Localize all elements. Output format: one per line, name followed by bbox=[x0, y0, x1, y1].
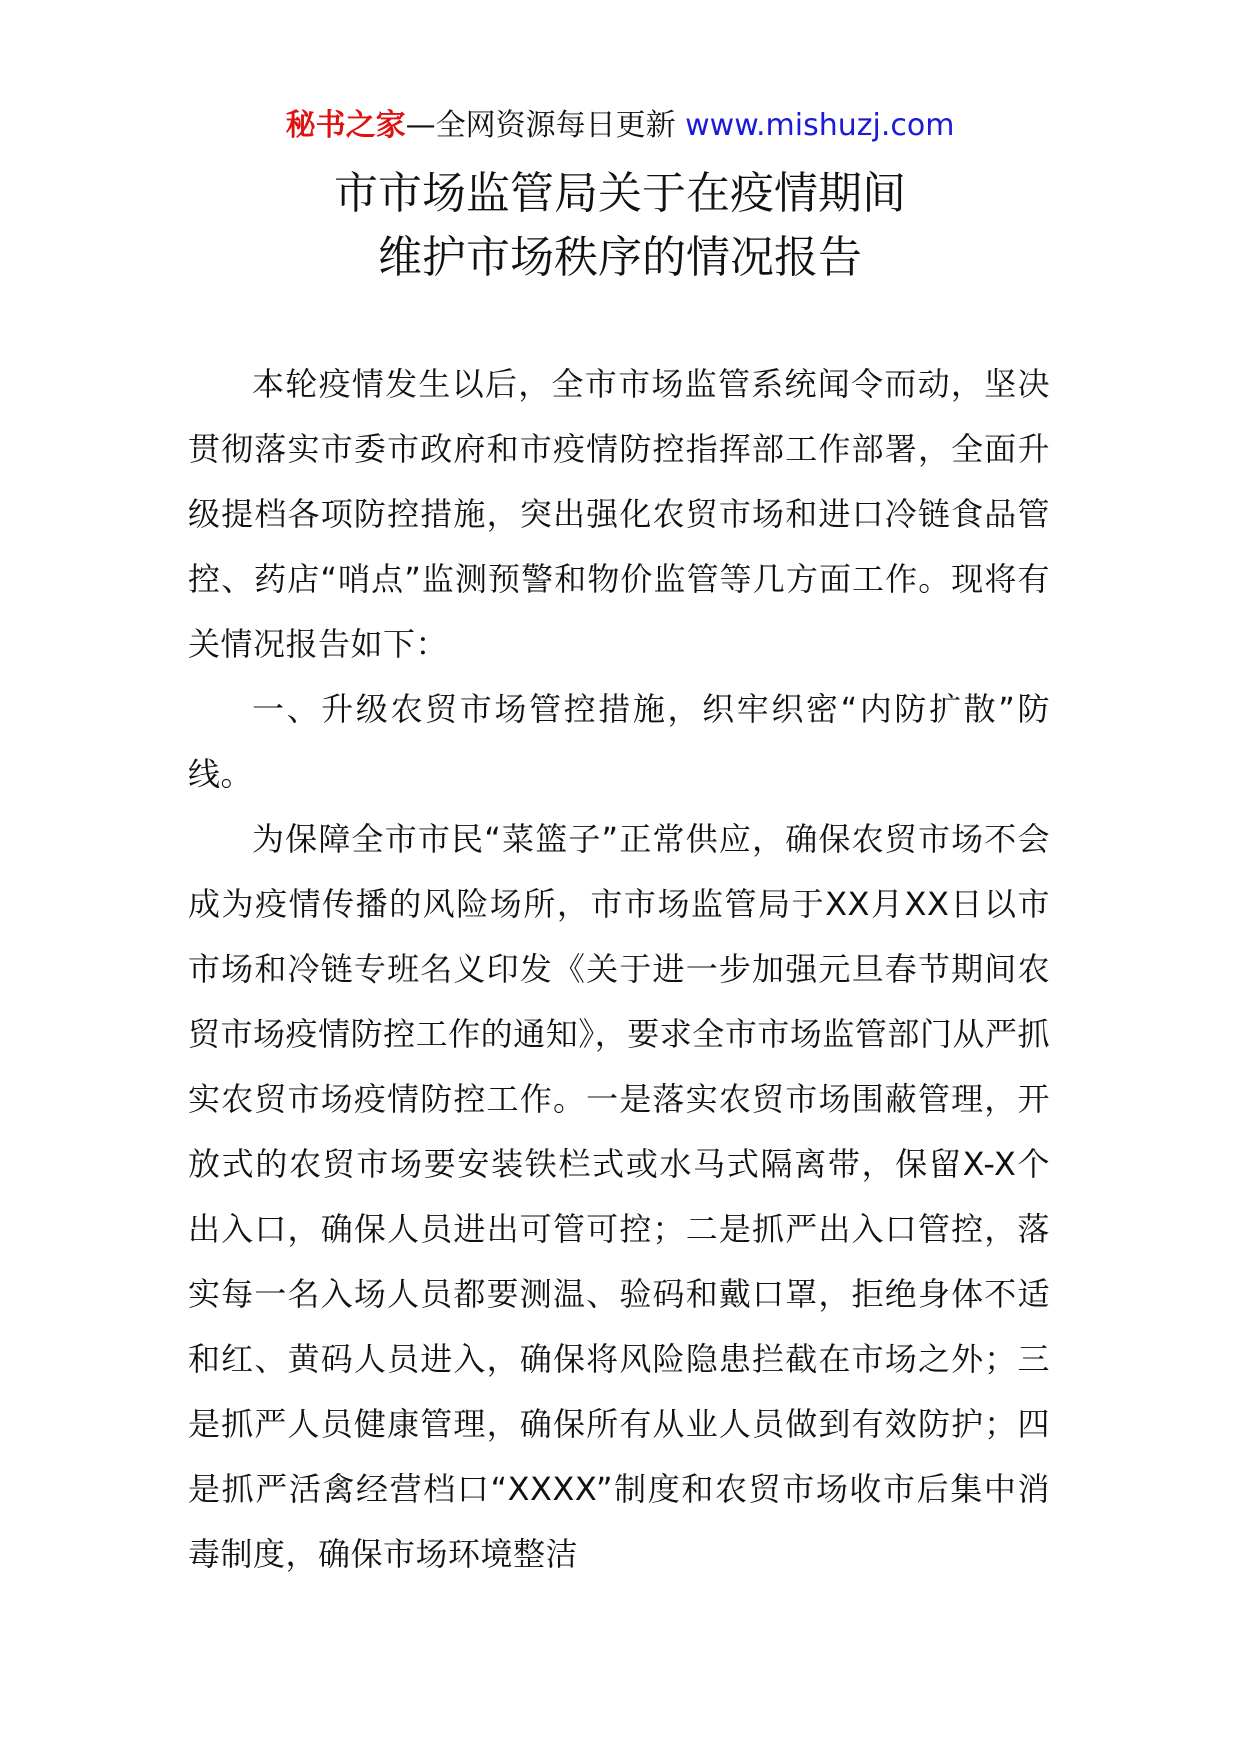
header-slogan: —全网资源每日更新 bbox=[405, 108, 686, 143]
title-line-1: 市市场监管局关于在疫情期间 bbox=[334, 168, 906, 219]
website-link[interactable]: www.mishuzj.com bbox=[685, 108, 955, 143]
section-heading-1: 一、升级农贸市场管控措施，织牢织密“内防扩散”防线。 bbox=[188, 690, 1050, 793]
brand-name: 秘书之家 bbox=[285, 108, 406, 143]
title-line-2: 维护市场秩序的情况报告 bbox=[378, 232, 862, 283]
paragraph-intro: 本轮疫情发生以后，全市市场监管系统闻令而动，坚决贯彻落实市委市政府和市疫情防控指挥部工作部署，全面升级提档各项防控措施，突出强化农贸市场和进口冷链食品管控、药店“哨点”监测预警和物价监管等几方面工作。现将有关情况报告如下： bbox=[188, 365, 1050, 663]
watermark-header bbox=[0, 104, 1240, 148]
document-body bbox=[188, 352, 1050, 1587]
paragraph-section-1: 为保障全市市民“菜篮子”正常供应，确保农贸市场不会成为疫情传播的风险场所，市市场监管局于XX月XX日以市市场和冷链专班名义印发《关于进一步加强元旦春节期间农贸市场疫情防控工作的通知》，要求全市市场监管部门从严抓实农贸市场疫情防控工作。一是落实农贸市场围蔽管理，开放式的农贸市场要安装铁栏式或水马式隔离带，保留X-X个出入口，确保人员进出可管可控；二是抓严出入口管控，落实每一名入场人员都要测温、验码和戴口罩，拒绝身体不适和红、黄码人员进入，确保将风险隐患拦截在市场之外；三是抓严人员健康管理，确保所有从业人员做到有效防护；四是抓严活禽经营档口“XXXX”制度和农贸市场收市后集中消毒制度，确保市场环境整洁 bbox=[188, 820, 1050, 1573]
document-title bbox=[0, 162, 1240, 290]
